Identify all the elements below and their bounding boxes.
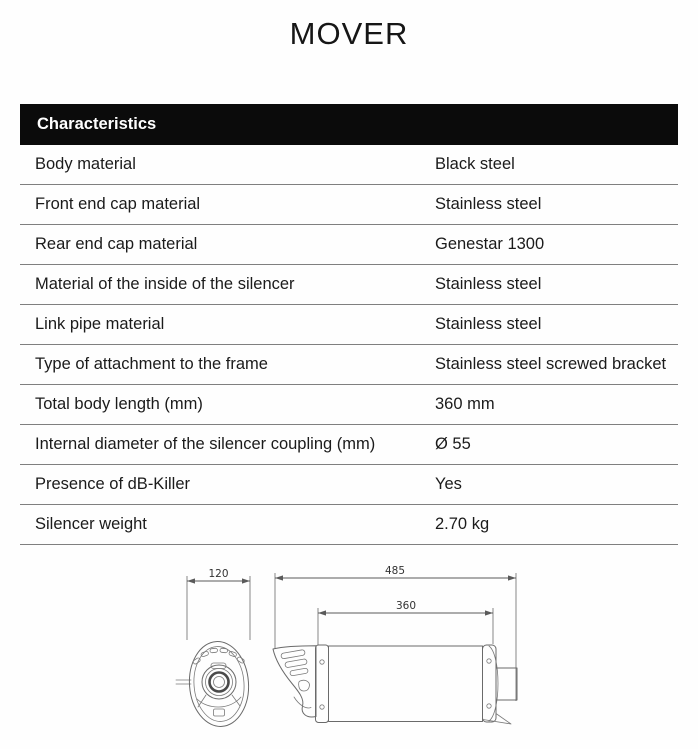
spec-label: Body material <box>35 155 136 173</box>
spec-label: Material of the inside of the silencer <box>35 275 295 293</box>
silencer-side-view <box>273 645 517 724</box>
table-row <box>20 505 678 545</box>
end-cap-outer-outline <box>187 640 252 729</box>
dim-label-485: 485 <box>384 565 406 577</box>
rivet <box>487 659 491 663</box>
table-row <box>20 265 678 305</box>
table-row <box>20 465 678 505</box>
silencer-body-outline <box>329 646 483 722</box>
spec-value: Stainless steel <box>435 275 542 293</box>
spec-value: Black steel <box>435 155 515 173</box>
dim-label-120: 120 <box>208 568 229 580</box>
end-cap-spoke-right <box>232 695 240 706</box>
spec-label: Presence of dB-Killer <box>35 475 190 493</box>
spec-label: Link pipe material <box>35 315 165 333</box>
outlet-pipe-outline <box>496 668 517 700</box>
spec-label: Rear end cap material <box>35 235 198 253</box>
table-row <box>20 385 678 425</box>
spec-label: Internal diameter of the silencer coupling (mm) <box>35 435 376 453</box>
end-cap-inner-outline <box>191 645 246 723</box>
dimension-120 <box>187 568 250 640</box>
dimension-485 <box>275 565 516 701</box>
spec-label: Type of attachment to the frame <box>35 355 268 373</box>
spec-value: Stainless steel screwed bracket <box>435 355 667 373</box>
rivet <box>320 705 324 709</box>
silencer-technical-drawing <box>0 545 698 749</box>
silencer-end-view <box>176 640 251 729</box>
mounting-bracket <box>273 646 316 717</box>
table-header: Characteristics <box>20 104 678 145</box>
spec-value: Yes <box>435 475 462 493</box>
front-band <box>316 645 329 723</box>
spec-label: Total body length (mm) <box>35 395 203 413</box>
spec-value: Stainless steel <box>435 315 542 333</box>
outlet-hole <box>214 677 225 688</box>
spec-label: Front end cap material <box>35 195 201 213</box>
spec-label: Silencer weight <box>35 515 147 533</box>
table-row <box>20 185 678 225</box>
spec-value: Stainless steel <box>435 195 542 213</box>
table-row <box>20 225 678 265</box>
spec-value: Genestar 1300 <box>435 235 545 253</box>
outlet-ring-dark <box>210 673 229 692</box>
table-row <box>20 425 678 465</box>
spec-value: 360 mm <box>435 395 495 413</box>
spec-value: 2.70 kg <box>435 515 490 533</box>
dimension-360 <box>318 600 493 645</box>
page-title: MOVER <box>289 16 409 51</box>
end-cap-bottom-tab <box>214 709 225 716</box>
outlet-ring-outer <box>202 665 236 699</box>
characteristics-table <box>20 104 678 545</box>
spec-value: Ø 55 <box>435 435 471 453</box>
table-row <box>20 345 678 385</box>
table-row <box>20 305 678 345</box>
dim-label-360: 360 <box>395 600 417 612</box>
table-row <box>20 145 678 185</box>
rivet <box>320 660 324 664</box>
rivet <box>487 704 491 708</box>
end-cap-vent-slots <box>193 648 245 665</box>
